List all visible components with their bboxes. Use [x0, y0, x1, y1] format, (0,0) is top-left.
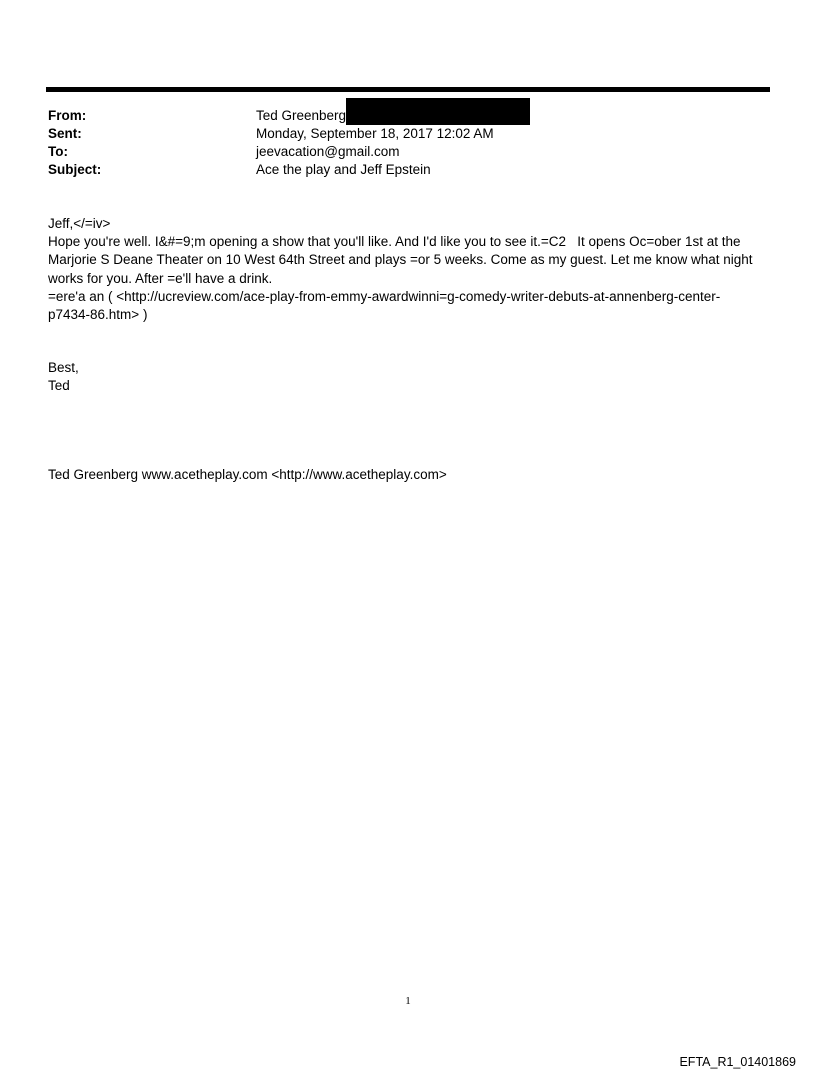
from-label: From:	[48, 108, 87, 123]
email-closing: Best,	[48, 360, 79, 375]
header-divider	[46, 87, 770, 92]
email-link-line: =ere'a an ( <http://ucreview.com/ace-play-from-emmy-awardwinni=g-comedy-writer-debuts-at-annenberg-center-p7434-86.htm> )	[48, 289, 721, 323]
subject-label: Subject:	[48, 162, 102, 177]
sent-value: Monday, September 18, 2017 12:02 AM	[256, 126, 494, 141]
email-paragraph: Hope you're well. I&#=9;m opening a show that you'll like. And I'd like you to see it.=C2 It opens Oc=ober 1st at the Marjorie S Deane Theater on 10 West 64th Street and plays =or 5 weeks. Come as my guest. Let me know what night works for you. After =e'll have a drink.	[48, 234, 757, 286]
redaction-block	[346, 98, 530, 125]
bates-number: EFTA_R1_01401869	[679, 1055, 796, 1069]
to-label: To:	[48, 144, 68, 159]
email-signoff: Ted	[48, 378, 70, 393]
subject-value: Ace the play and Jeff Epstein	[256, 162, 431, 177]
to-value: jeevacation@gmail.com	[256, 144, 400, 159]
sent-label: Sent:	[48, 126, 82, 141]
from-value: Ted Greenberg	[256, 108, 347, 123]
email-greeting: Jeff,</=iv>	[48, 216, 111, 231]
email-signature: Ted Greenberg www.acetheplay.com <http://www.acetheplay.com>	[48, 467, 447, 482]
page-number: 1	[405, 995, 411, 1007]
